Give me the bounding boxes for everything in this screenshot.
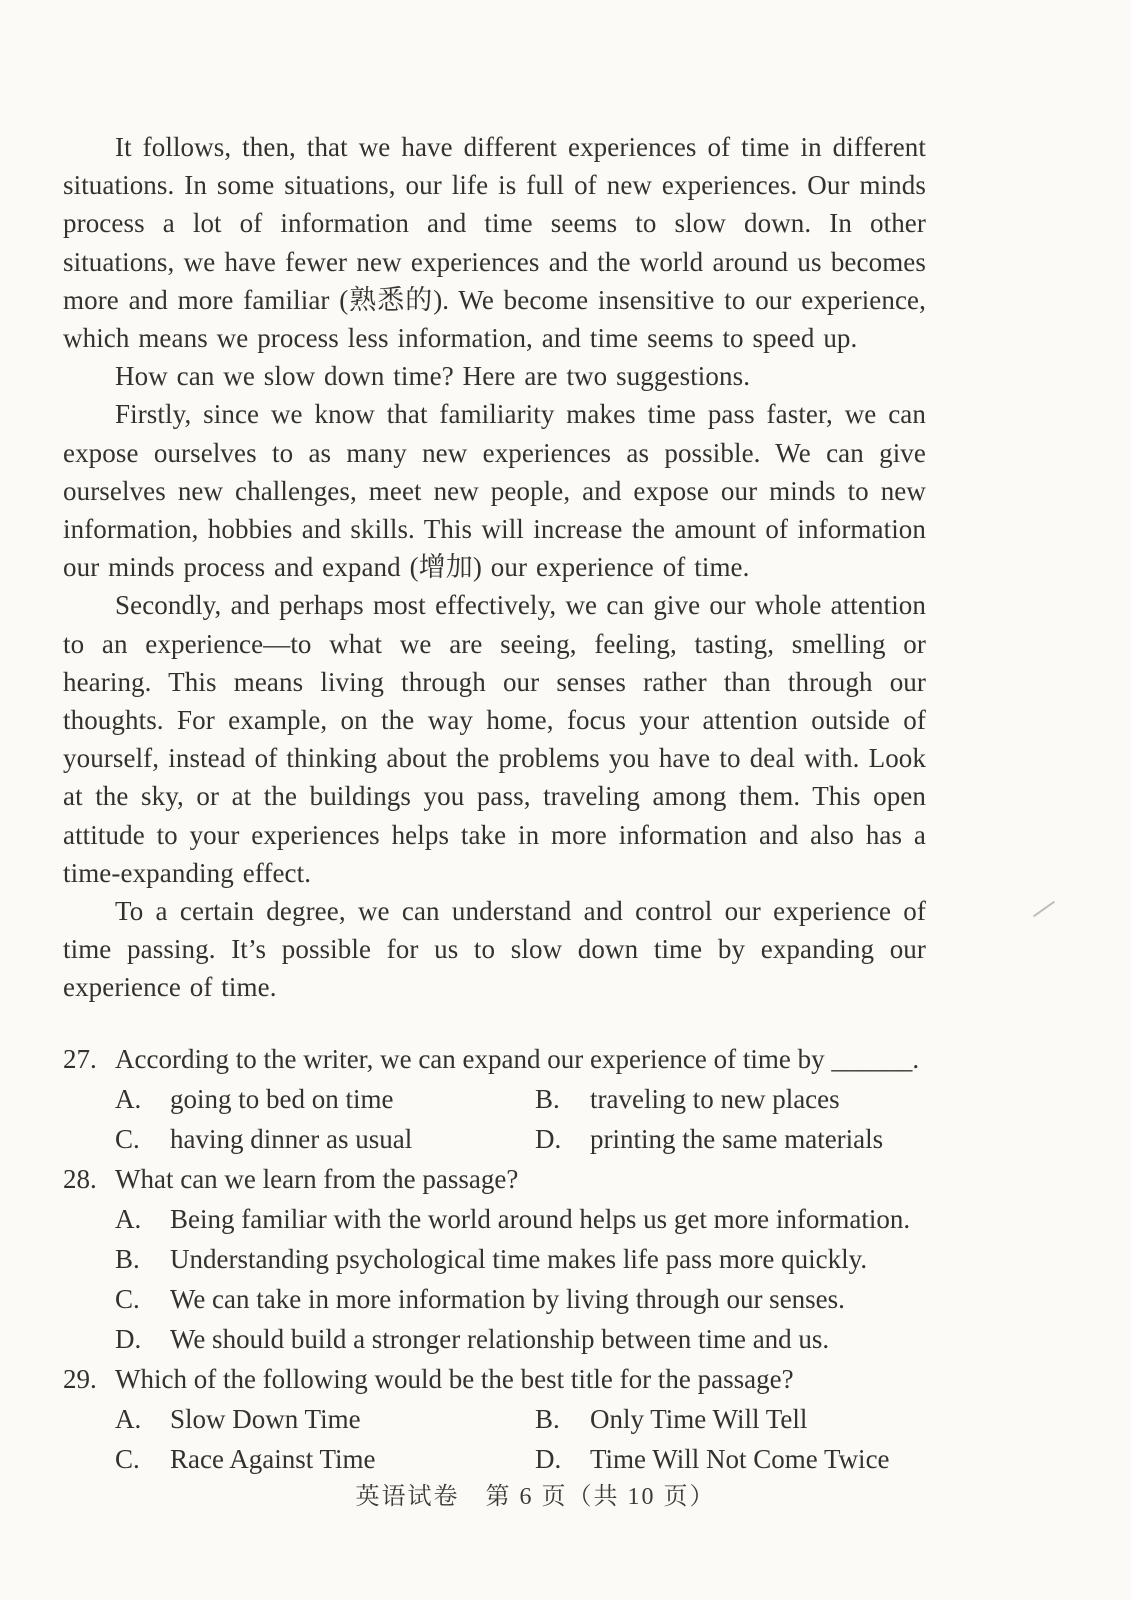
option-28-a [115, 1199, 926, 1239]
passage-paragraph-5: To a certain degree, we can understand and control our experience of time passing. It’s possible for us to slow down time by expanding our experience of time. [63, 896, 926, 1003]
option-label: A. [115, 1083, 142, 1114]
option-27-d [535, 1119, 926, 1159]
option-27-c [115, 1119, 535, 1159]
option-label: A. [115, 1403, 142, 1434]
option-label: D. [535, 1443, 562, 1474]
page-footer [0, 1476, 1071, 1511]
option-text: going to bed on time [170, 1083, 394, 1114]
option-label: B. [535, 1403, 560, 1434]
option-28-b [115, 1239, 926, 1279]
option-label: C. [115, 1443, 140, 1474]
option-27-b [535, 1079, 926, 1119]
option-text: having dinner as usual [170, 1123, 413, 1154]
option-label: A. [115, 1203, 142, 1234]
question-27-options [63, 1079, 926, 1159]
option-28-c [115, 1279, 926, 1319]
question-stem: Which of the following would be the best title for the passage? [115, 1363, 794, 1394]
option-29-a [115, 1399, 535, 1439]
option-text: traveling to new places [590, 1083, 840, 1114]
option-label: D. [535, 1123, 562, 1154]
question-27 [63, 1039, 926, 1159]
option-text: printing the same materials [590, 1123, 884, 1154]
question-27-stem-row [63, 1039, 926, 1079]
option-text: Only Time Will Tell [590, 1403, 808, 1434]
passage-paragraph-2: How can we slow down time? Here are two suggestions. [115, 361, 751, 392]
question-28-stem-row [63, 1159, 926, 1199]
question-number: 27. [63, 1043, 97, 1074]
reading-passage [63, 128, 926, 1007]
questions-section [63, 1039, 926, 1479]
question-stem: According to the writer, we can expand our experience of time by ______. [115, 1043, 920, 1074]
passage-paragraph-3: Firstly, since we know that familiarity makes time pass faster, we can expose ourselves to as many new experiences as possible. We can give ourselves new challenges, meet new people, and expose our minds to new information, hobbies and skills. This will increase the amount of information our minds process and expand (增加) our experience of time. [63, 399, 926, 583]
option-27-a [115, 1079, 535, 1119]
option-label: C. [115, 1123, 140, 1154]
option-label: B. [535, 1083, 560, 1114]
question-29-options [63, 1399, 926, 1479]
option-text: Slow Down Time [170, 1403, 361, 1434]
question-number: 28. [63, 1163, 97, 1194]
passage-paragraph-4: Secondly, and perhaps most effectively, we can give our whole attention to an experience—to what we are seeing, feeling, tasting, smelling or hearing. This means living through our senses rather than through our thoughts. For example, on the way home, focus your attention outside of yourself, instead of thinking about the problems you have to deal with. Look at the sky, or at the buildings you pass, traveling among them. This open attitude to your experiences helps take in more information and also has a time-expanding effect. [63, 590, 926, 888]
question-28 [63, 1159, 926, 1359]
option-29-b [535, 1399, 926, 1439]
question-28-options [63, 1199, 926, 1359]
option-text: Race Against Time [170, 1443, 376, 1474]
option-label: C. [115, 1283, 140, 1314]
option-text: Understanding psychological time makes life pass more quickly. [170, 1243, 868, 1274]
option-label: D. [115, 1323, 142, 1354]
option-29-c [115, 1439, 535, 1479]
option-text: We should build a stronger relationship between time and us. [170, 1323, 830, 1354]
footer-text: 英语试卷 第 6 页（共 10 页） [355, 1484, 716, 1510]
option-text: We can take in more information by living through our senses. [170, 1283, 845, 1314]
option-text: Time Will Not Come Twice [590, 1443, 890, 1474]
option-28-d [115, 1319, 926, 1359]
passage-paragraph-1: It follows, then, that we have different experiences of time in different situations. In some situations, our life is full of new experiences. Our minds process a lot of information and time seems to slow down. In other situations, we have fewer new experiences and the world around us becomes more and more familiar (熟悉的). We become insensitive to our experience, which means we process less information, and time seems to speed up. [63, 132, 926, 354]
option-label: B. [115, 1243, 140, 1274]
question-number: 29. [63, 1363, 97, 1394]
question-29 [63, 1359, 926, 1479]
scan-artifact [1033, 901, 1055, 918]
option-text: Being familiar with the world around helps us get more information. [170, 1203, 911, 1234]
question-29-stem-row [63, 1359, 926, 1399]
question-stem: What can we learn from the passage? [115, 1163, 519, 1194]
option-29-d [535, 1439, 926, 1479]
